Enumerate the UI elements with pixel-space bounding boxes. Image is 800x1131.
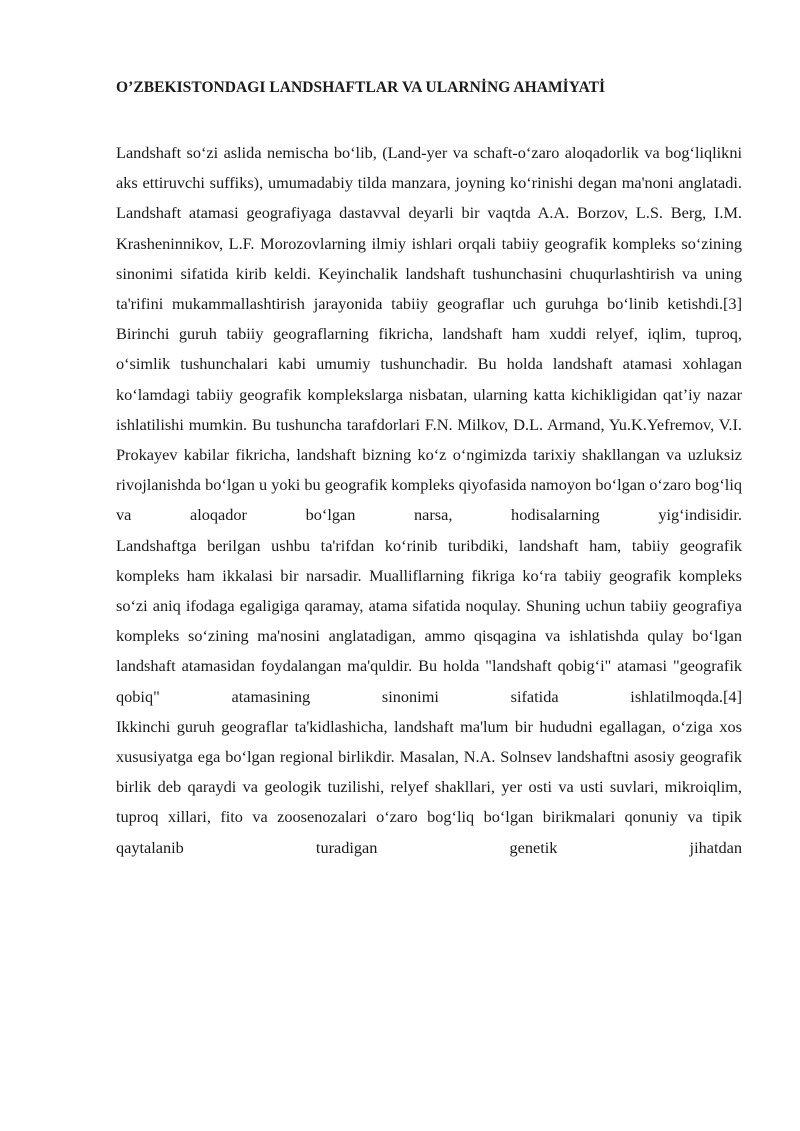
- paragraph-second-group: Ikkinchi guruh geograflar ta'kidlashicha, landshaft ma'lum bir hududni egallagan, o‘ziga xos xususiyatga ega bo‘lgan regional birlikdir. Masalan, N.A. Solnsev landshaftni asosiy geografik birlik deb qaraydi va geologik tuzilishi, relyef shakllari, yer osti va usti suvlari, mikroiqlim, tuproq xillari, fito va zoosenozalari o‘zaro bog‘liq bo‘lgan birikmalari qonuniy va tipik qaytalanib turadigan genetik jihatdan: [116, 716, 742, 857]
- paragraph-first-group: Birinchi guruh tabiiy geograflarning fikricha, landshaft ham xuddi relyef, iqlim, tuproq, o‘simlik tushunchalari kabi umumiy tushunchadir. Bu holda landshaft atamasi xohlagan ko‘lamdagi tabiiy geografik komplekslarga nisbatan, ularning katta kichikligidan qat’iy nazar ishlatilishi mumkin. Bu tushuncha tarafdorlari F.N. Milkov, D.L. Armand, Yu.K.Yefremov, V.I. Prokayev kabilar fikricha, landshaft bizning ko‘z o‘ngimizda tarixiy shakllangan va uzluksiz rivojlanishda bo‘lgan u yoki bu geografik kompleks qiyofasida namoyon bo‘lgan o‘zaro bog‘liq va aloqador bo‘lgan narsa, hodisalarning yig‘indisidir.: [116, 324, 742, 525]
- document-title: O’ZBEKISTONDAGI LANDSHAFTLAR VA ULARNİNG AHAMİYATİ: [116, 79, 606, 96]
- paragraph-definition-analysis: Landshaftga berilgan ushbu ta'rifdan ko‘rinib turibdiki, landshaft ham, tabiiy geografik kompleks ham ikkalasi bir narsadir. Mualliflarning fikriga ko‘ra tabiiy geografik kompleks so‘zi aniq ifodaga egaligiga qaramay, atama sifatida noqulay. Shuning uchun tabiiy geografiya kompleks so‘zining ma'nosini anglatadigan, ammo qisqagina va ishlatishda qulay bo‘lgan landshaft atamasidan foydalangan ma'quldir. Bu holda "landshaft qobig‘i" atamasi "geografik qobiq" atamasining sinonimi sifatida ishlatilmoqda.[4]: [116, 535, 742, 706]
- paragraph-term-history: Landshaft atamasi geografiyaga dastavval deyarli bir vaqtda A.A. Borzov, L.S. Berg, I.M. Krasheninnikov, L.F. Morozovlarning ilmiy ishlari orqali tabiiy geografik kompleks so‘zining sinonimi sifatida kirib keldi. Keyinchalik landshaft tushunchasini chuqurlashtirish va uning ta'rifini mukammallashtirish jarayonida tabiiy geograflar uch guruhga bo‘linib ketishdi.[3]: [116, 203, 742, 314]
- paragraph-landshaft-origin: Landshaft so‘zi aslida nemischa bo‘lib, (Land-yer va schaft-o‘zaro aloqadorlik va bog‘liqlikni aks ettiruvchi suffiks), umumadabiy tilda manzara, joyning ko‘rinishi degan ma'noni anglatadi.: [116, 143, 742, 193]
- document-page: [116, 70, 742, 863]
